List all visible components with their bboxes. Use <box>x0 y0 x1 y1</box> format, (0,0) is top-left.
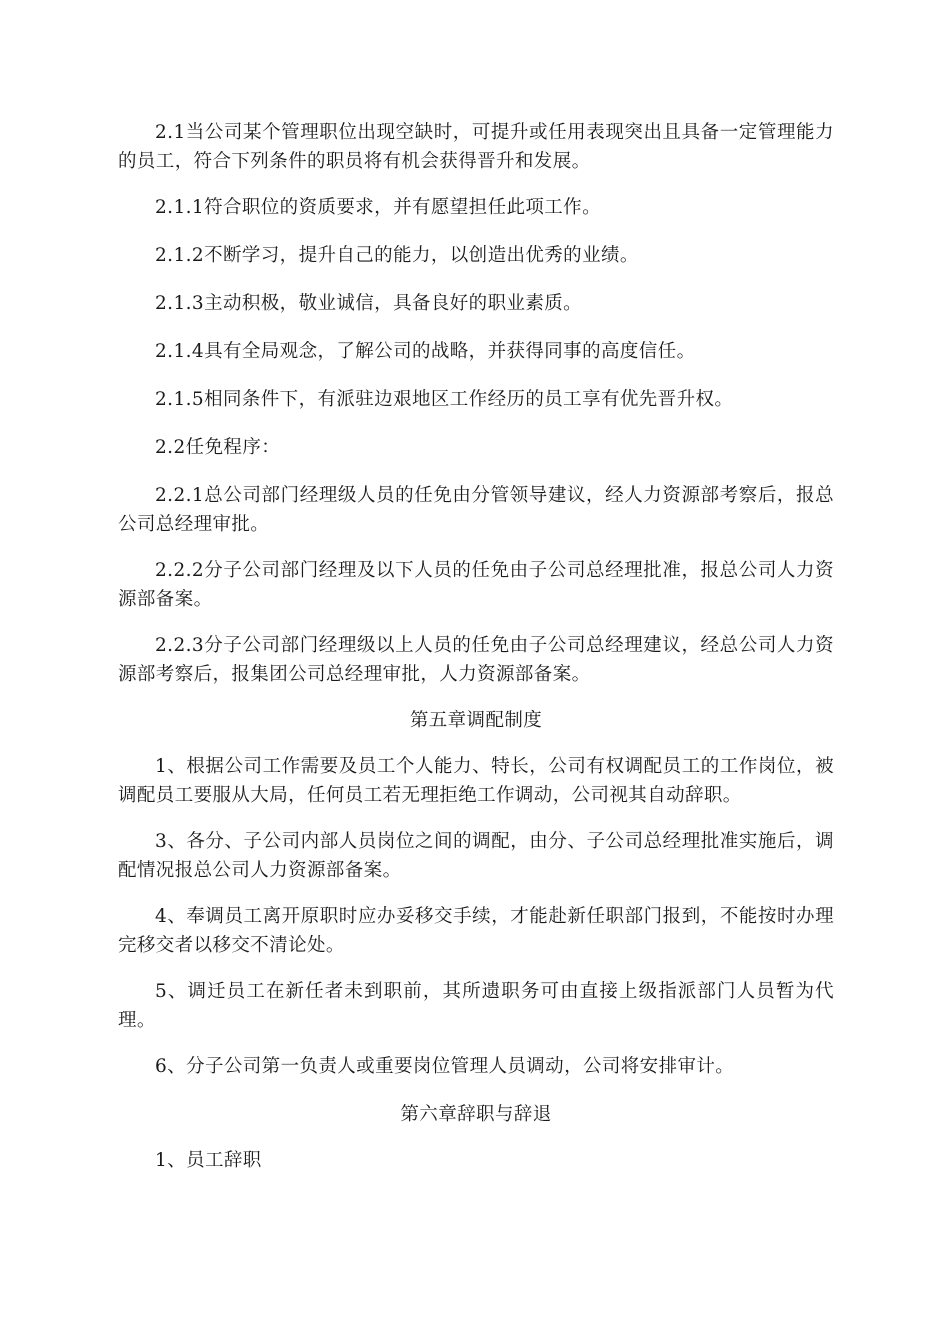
paragraph-2-2-1: 2.2.1总公司部门经理级人员的任免由分管领导建议，经人力资源部考察后，报总公司总经理审批。 <box>118 485 834 535</box>
resignation-item-1: 1、员工辞职 <box>155 1150 262 1171</box>
paragraph-2-1-3: 2.1.3主动积极，敬业诚信，具备良好的职业素质。 <box>155 293 583 314</box>
transfer-item-4: 4、奉调员工离开原职时应办妥移交手续，才能赴新任职部门报到，不能按时办理完移交者以移交不清论处。 <box>118 906 834 956</box>
paragraph-2-2: 2.2任免程序： <box>155 437 281 458</box>
paragraph-2-1-1: 2.1.1符合职位的资质要求，并有愿望担任此项工作。 <box>155 197 601 218</box>
paragraph-2-1: 2.1当公司某个管理职位出现空缺时，可提升或任用表现突出且具备一定管理能力的员工，符合下列条件的职员将有机会获得晋升和发展。 <box>118 122 834 172</box>
transfer-item-6: 6、分子公司第一负责人或重要岗位管理人员调动，公司将安排审计。 <box>155 1056 735 1077</box>
paragraph-2-2-3: 2.2.3分子公司部门经理级以上人员的任免由子公司总经理建议，经总公司人力资源部考察后，报集团公司总经理审批，人力资源部备案。 <box>118 635 834 685</box>
chapter-5-heading: 第五章调配制度 <box>409 710 543 731</box>
document-page <box>118 118 834 1194</box>
paragraph-2-1-4: 2.1.4具有全局观念，了解公司的战略，并获得同事的高度信任。 <box>155 341 696 362</box>
paragraph-2-2-2: 2.2.2分子公司部门经理及以下人员的任免由子公司总经理批准，报总公司人力资源部备案。 <box>118 560 834 610</box>
chapter-6-heading: 第六章辞职与辞退 <box>400 1104 552 1125</box>
paragraph-2-1-5: 2.1.5相同条件下，有派驻边艰地区工作经历的员工享有优先晋升权。 <box>155 389 734 410</box>
transfer-item-1: 1、根据公司工作需要及员工个人能力、特长，公司有权调配员工的工作岗位，被调配员工要服从大局，任何员工若无理拒绝工作调动，公司视其自动辞职。 <box>118 756 834 806</box>
transfer-item-3: 3、各分、子公司内部人员岗位之间的调配，由分、子公司总经理批准实施后，调配情况报总公司人力资源部备案。 <box>118 831 834 881</box>
paragraph-2-1-2: 2.1.2不断学习，提升自己的能力，以创造出优秀的业绩。 <box>155 245 639 266</box>
transfer-item-5: 5、调迁员工在新任者未到职前，其所遗职务可由直接上级指派部门人员暂为代理。 <box>118 981 834 1031</box>
